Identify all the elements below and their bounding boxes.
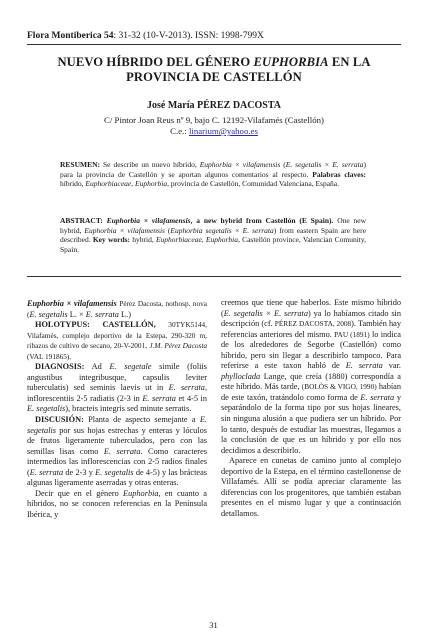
discussion-label: DISCUSIÓN: bbox=[35, 415, 84, 425]
holotype-paragraph bbox=[27, 320, 207, 362]
discussion-text: de 2-3 y bbox=[65, 467, 93, 477]
section-rule bbox=[27, 276, 401, 277]
hybrid-formula: E. segetalis × E. serrata bbox=[223, 308, 309, 318]
title-genus: EUPHORBIA bbox=[253, 55, 329, 69]
email-label: C.e.: bbox=[170, 126, 187, 136]
taxon-authority: Pérez Dacosta, nothosp. nova ( bbox=[27, 299, 207, 319]
body-text: , en cuanto a híbridos, no se conocen referencias en la Península Ibérica, y bbox=[27, 488, 207, 519]
author-name: José María PÉREZ DACOSTA bbox=[147, 100, 281, 111]
body-text: ). También hay referencias anteriores del mismo. bbox=[221, 319, 401, 339]
diagnosis-text: , inflorescentiis 2-5 radiatis (2-3 in bbox=[27, 383, 208, 403]
abstract-keywords-label: Key words: bbox=[92, 235, 131, 244]
author-email-line bbox=[27, 126, 401, 137]
discussion-text: por sus hojas estrechas y enteras y lóculos de frutos ligeramente tuberculados, pero con las semillas lisas como bbox=[27, 425, 207, 456]
parent-species: E. serrata bbox=[85, 309, 119, 319]
body-text: Lange, que creía (1880) correspondía a este híbrido. Más tarde, bbox=[221, 371, 401, 392]
discussion-text: Planta de aspecto semejante a bbox=[88, 415, 196, 425]
body-text: ) ya lo habíamos citado sin descripción (cf. bbox=[221, 308, 402, 329]
diagnosis-species: E. segetale bbox=[109, 362, 152, 372]
discussion-text: . Como caracteres intermedios las inflorescencias con 2-5 radios finales ( bbox=[27, 446, 207, 477]
resumen-label: RESUMEN: bbox=[60, 160, 101, 169]
abstract-text: , a new hybrid from Castellón (E Spain). bbox=[190, 216, 334, 225]
discussion-paragraph bbox=[27, 415, 207, 489]
abstract-keyword-genus: Euphorbia bbox=[205, 235, 238, 244]
body-text: y separándolo de la forma tipo por sus hojas lineares, sin ninguna alusión a que pudiera ser un híbrido. Por lo tanto, después de estudiar las muestras, llegamos a la conclusión de que es un híbrido y por ello nos decidimos a describirlo. bbox=[221, 392, 401, 455]
diagnosis-species: E. segetalis bbox=[27, 404, 66, 414]
author-address-block bbox=[27, 115, 401, 137]
diagnosis-text: ), bracteis integris sed minute serratis. bbox=[65, 404, 192, 414]
abstract-heading bbox=[60, 216, 333, 225]
parent-authority: L. × bbox=[69, 309, 84, 319]
title-part-a: NUEVO HÍBRIDO DEL GÉNERO bbox=[57, 55, 251, 69]
holotype-collector: J.M. Pérez Dacosta bbox=[149, 341, 208, 351]
journal-header bbox=[27, 30, 407, 42]
resumen-keyword-family: Euphorbiaceae bbox=[85, 179, 132, 188]
discussion-species: E. segetalis bbox=[27, 415, 207, 435]
abstract-species: Euphorbia × vilafamensis bbox=[84, 225, 165, 235]
body-text: creemos que tiene que haberlos. Este mismo híbrido ( bbox=[221, 298, 401, 318]
holotype-text: 30TYK5144, Vilafamés, complejo deportivo de la Estepa, 290-320 m, ribazos de cultivo de secano, 20-V-2001, bbox=[27, 320, 208, 351]
diagnosis-text: simile (foliis angustibus integribusque, capsulis leviter tuberculatis) sed seminis laevis ut in bbox=[27, 362, 207, 393]
habitat-paragraph: Aparece en cunetas de camino junto al complejo deportivo de la Estepa, en el término castellonense de Villafamés. Allí se podía apreciar claramente las diferencias con los progenitores, que también estaban presentes en el mismo lugar y que a continuación detallamos. bbox=[221, 456, 401, 518]
taxon-name: Euphorbia × vilafamensis bbox=[27, 299, 117, 308]
abstract-keywords: , Castellón province, Valencian Comunity, Spain. bbox=[60, 235, 366, 254]
article-title bbox=[27, 55, 401, 84]
species-name: E. serrata bbox=[360, 392, 395, 402]
resumen-keyword-genus: Euphorbia bbox=[135, 179, 168, 188]
abstract-keyword-family: Euphorbiaceae bbox=[155, 235, 202, 244]
abstract-text: One new hybrid, bbox=[60, 216, 366, 235]
resumen-species: Euphorbia × vilafamensis bbox=[199, 160, 281, 169]
resumen-text: Se describe un nuevo híbrido, bbox=[102, 160, 197, 169]
holotype-label: HOLOTYPUS: CASTELLÓN, bbox=[35, 320, 156, 330]
abstract-species: Euphorbia × vilafamensis bbox=[106, 216, 191, 225]
genus-name: Euphorbia bbox=[123, 488, 159, 498]
diagnosis-text: et 4-5 in bbox=[178, 393, 207, 403]
citation: PÉREZ DACOSTA, 2008 bbox=[274, 319, 352, 329]
page-number: 31 bbox=[209, 620, 218, 630]
title-part-b: EN LA PROVINCIA DE CASTELLÓN bbox=[126, 55, 371, 84]
discussion-species: E. serrata bbox=[103, 446, 141, 456]
citation: (BOLÒS & VIGO, 1990) bbox=[301, 382, 377, 392]
resumen-text: ( bbox=[283, 160, 286, 169]
discussion-species: E. serrata bbox=[29, 467, 64, 477]
header-rule bbox=[27, 44, 401, 45]
journal-name: Flora Montiberica 54 bbox=[27, 31, 114, 41]
body-left-column bbox=[27, 299, 207, 520]
abstract-keywords: , bbox=[201, 235, 204, 244]
taxon-paragraph bbox=[27, 299, 207, 320]
resumen-text: ) para la provincia de Castellón y se aportan algunos comentarios al respecto. bbox=[60, 160, 366, 179]
author-address: C/ Pintor Joan Reus nº 9, bajo C. 12192-Vilafamés (Castellón) bbox=[104, 115, 324, 125]
resumen-keywords: híbrido, bbox=[60, 179, 84, 188]
abstract-keywords: hybrid, bbox=[132, 235, 154, 244]
diagnosis-paragraph bbox=[27, 362, 207, 415]
variety-name: phylloclada bbox=[221, 371, 261, 381]
diagnosis-label: DIAGNOSIS: bbox=[35, 362, 85, 372]
citation: PAU (1891) bbox=[334, 329, 370, 339]
resumen-keywords: , bbox=[131, 179, 134, 188]
parent-species: E. segetalis bbox=[29, 309, 68, 319]
journal-citation: : 31-32 (10-V-2013). ISSN: 1998-799X bbox=[113, 31, 264, 41]
abstract-text: ( bbox=[167, 225, 171, 235]
author-email-link[interactable]: linarium@yahoo.es bbox=[188, 126, 258, 136]
diagnosis-text: Ad bbox=[91, 362, 102, 372]
abstract-block bbox=[60, 216, 366, 254]
parent-authority: L.) bbox=[121, 309, 131, 319]
body-text: lo indica de los alrededores de Segorbe (Castellón) como híbrido, pero sin llegar a describirlo tampoco. Para referirse a este taxon habló de bbox=[221, 329, 401, 371]
body-right-column bbox=[221, 298, 401, 519]
intro-paragraph bbox=[27, 489, 207, 521]
body-text: Decir que en el género bbox=[35, 488, 119, 498]
resumen-block bbox=[60, 160, 366, 189]
discussion-text: de 4-5) y las brácteas algunas ligeramente aserradas y otras enteras. bbox=[27, 467, 207, 488]
holotype-herbarium: (VAL 191865). bbox=[27, 351, 72, 361]
resumen-species: E. segetalis × E. serrata bbox=[285, 160, 364, 169]
discussion-species: E. segetalis bbox=[95, 467, 134, 477]
abstract-text: ) from eastern Spain are here described. bbox=[60, 225, 366, 244]
abstract-species: Euphorbia segetalis × E. serrata bbox=[170, 225, 274, 235]
references-paragraph bbox=[221, 298, 401, 456]
body-text: var. bbox=[388, 361, 401, 371]
diagnosis-species: E. serrata bbox=[168, 383, 205, 393]
body-text: habían de este taxón, tratándolo como forma de bbox=[221, 382, 401, 402]
abstract-label: ABSTRACT: bbox=[60, 216, 103, 225]
resumen-keywords: , provincia de Castellón, Comunidad Valenciana, España. bbox=[167, 179, 339, 188]
species-name: E. serrata bbox=[345, 361, 383, 371]
resumen-keywords-label: Palabras claves: bbox=[312, 169, 367, 179]
diagnosis-species: E. serrata bbox=[142, 393, 176, 403]
